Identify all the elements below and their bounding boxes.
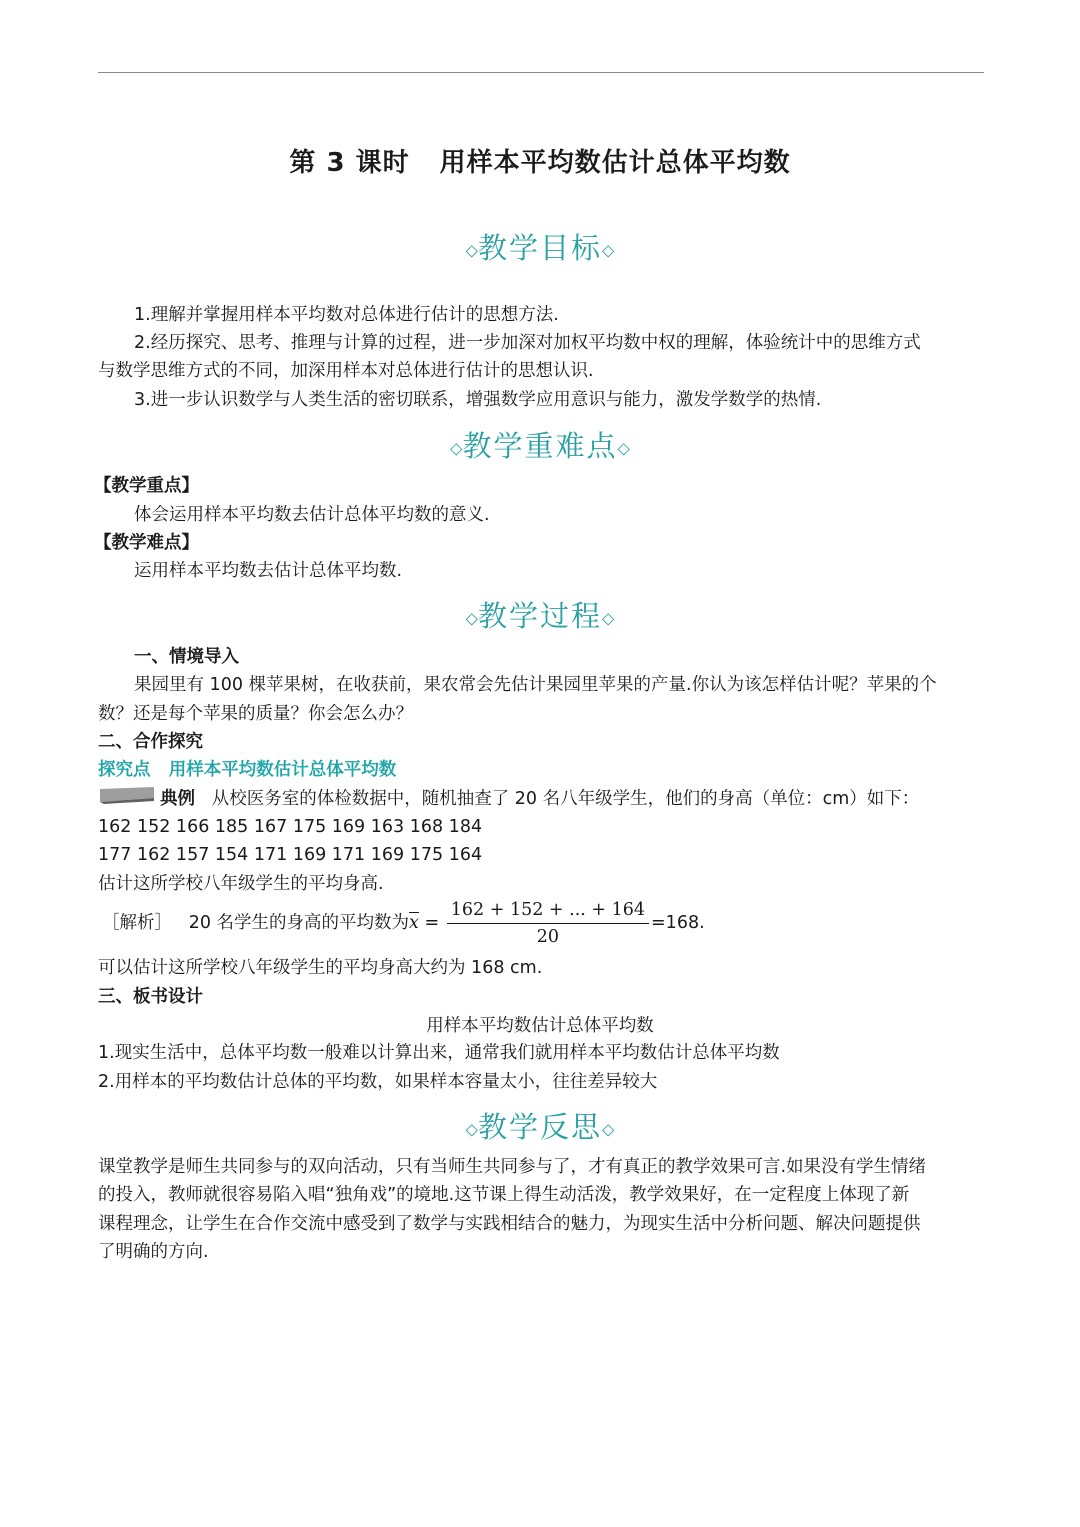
fraction-denominator: 20 xyxy=(536,926,560,947)
diamond-icon: ◇ xyxy=(450,438,463,458)
focus-label: 【教学重点】 xyxy=(94,476,199,496)
explore-label: 探究点 xyxy=(98,760,151,780)
analysis-label: ［解析］ xyxy=(102,913,172,933)
diamond-icon: ◇ xyxy=(617,438,630,458)
difficulty-text: 运用样本平均数去估计总体平均数. xyxy=(134,561,403,581)
example-line xyxy=(98,785,919,813)
objective-1: 1.理解并掌握用样本平均数对总体进行估计的思想方法. xyxy=(134,305,559,325)
mean-symbol: $\overline{x}$ xyxy=(409,913,419,933)
explore-title: 用样本平均数估计总体平均数 xyxy=(168,760,397,780)
diamond-icon: ◇ xyxy=(465,1119,478,1139)
focus-text: 体会运用样本平均数去估计总体平均数的意义. xyxy=(134,505,490,525)
part2-heading: 二、合作探究 xyxy=(98,732,203,752)
section-heading-reflection: ◇教学反思◇ xyxy=(465,1110,615,1144)
diamond-icon: ◇ xyxy=(465,608,478,628)
explore-point xyxy=(98,756,396,784)
diamond-icon: ◇ xyxy=(465,240,478,260)
reflection-line-4: 了明确的方向. xyxy=(98,1242,209,1262)
part1-heading: 一、情境导入 xyxy=(134,647,239,667)
diamond-icon: ◇ xyxy=(602,608,615,628)
analysis-line xyxy=(102,898,705,948)
difficulty-label: 【教学难点】 xyxy=(94,533,199,553)
example-tab-icon xyxy=(98,785,156,813)
reflection-line-3: 课程理念，让学生在合作交流中感受到了数学与实践相结合的魅力，为现实生活中分析问题、解决问题提供 xyxy=(98,1214,921,1234)
objective-2-line2: 与数学思维方式的不同，加深用样本对总体进行估计的思想认识. xyxy=(98,361,594,381)
mean-fraction xyxy=(447,899,649,948)
example-text: 从校医务室的体检数据中，随机抽查了 20 名八年级学生，他们的身高（单位：cm）如下： xyxy=(211,789,920,809)
section-heading-key-points: ◇教学重难点◇ xyxy=(450,429,630,463)
fraction-numerator: 162 + 152 + ... + 164 xyxy=(447,899,649,924)
board-item-1: 1.现实生活中，总体平均数一般难以计算出来，通常我们就用样本平均数估计总体平均数 xyxy=(98,1043,780,1063)
example-label: 典例 xyxy=(160,789,195,809)
section-heading-process: ◇教学过程◇ xyxy=(465,599,615,633)
diamond-icon: ◇ xyxy=(602,1119,615,1139)
objective-2-line1: 2.经历探究、思考、推理与计算的过程，进一步加深对加权平均数中权的理解，体验统计中的思维方式 xyxy=(134,333,921,353)
page-title xyxy=(0,142,1080,179)
mean-result: =168. xyxy=(651,913,705,933)
data-row-1: 162 152 166 185 167 175 169 163 168 184 xyxy=(98,817,483,837)
lesson-number: 第 3 课时 xyxy=(289,148,410,178)
data-row-2: 177 162 157 154 171 169 171 169 175 164 xyxy=(98,845,483,865)
conclusion-text: 可以估计这所学校八年级学生的平均身高大约为 168 cm. xyxy=(98,958,543,978)
header-rule xyxy=(98,72,984,73)
board-title: 用样本平均数估计总体平均数 xyxy=(426,1016,654,1036)
part3-heading: 三、板书设计 xyxy=(98,987,203,1007)
reflection-line-1: 课堂教学是师生共同参与的双向活动，只有当师生共同参与了，才有真正的教学效果可言.如果没有学生情绪 xyxy=(98,1157,927,1177)
analysis-text: 20 名学生的身高的平均数为 xyxy=(188,913,410,933)
objective-3: 3.进一步认识数学与人类生活的密切联系，增强数学应用意识与能力，激发学数学的热情. xyxy=(134,390,822,410)
board-item-2: 2.用样本的平均数估计总体的平均数，如果样本容量太小，往往差异较大 xyxy=(98,1072,658,1092)
lesson-topic: 用样本平均数估计总体平均数 xyxy=(439,148,791,178)
part1-text-line1: 果园里有 100 棵苹果树，在收获前，果农常会先估计果园里苹果的产量.你认为该怎样估计呢？苹果的个 xyxy=(134,675,937,695)
reflection-line-2: 的投入，教师就很容易陷入唱“独角戏”的境地.这节课上得生动活泼，教学效果好，在一定程度上体现了新 xyxy=(98,1185,910,1205)
equals-sign: = xyxy=(424,913,440,933)
question-text: 估计这所学校八年级学生的平均身高. xyxy=(98,874,384,894)
diamond-icon: ◇ xyxy=(602,240,615,260)
part1-text-line2: 数？还是每个苹果的质量？你会怎么办？ xyxy=(98,704,413,724)
section-heading-objectives: ◇教学目标◇ xyxy=(465,231,615,265)
